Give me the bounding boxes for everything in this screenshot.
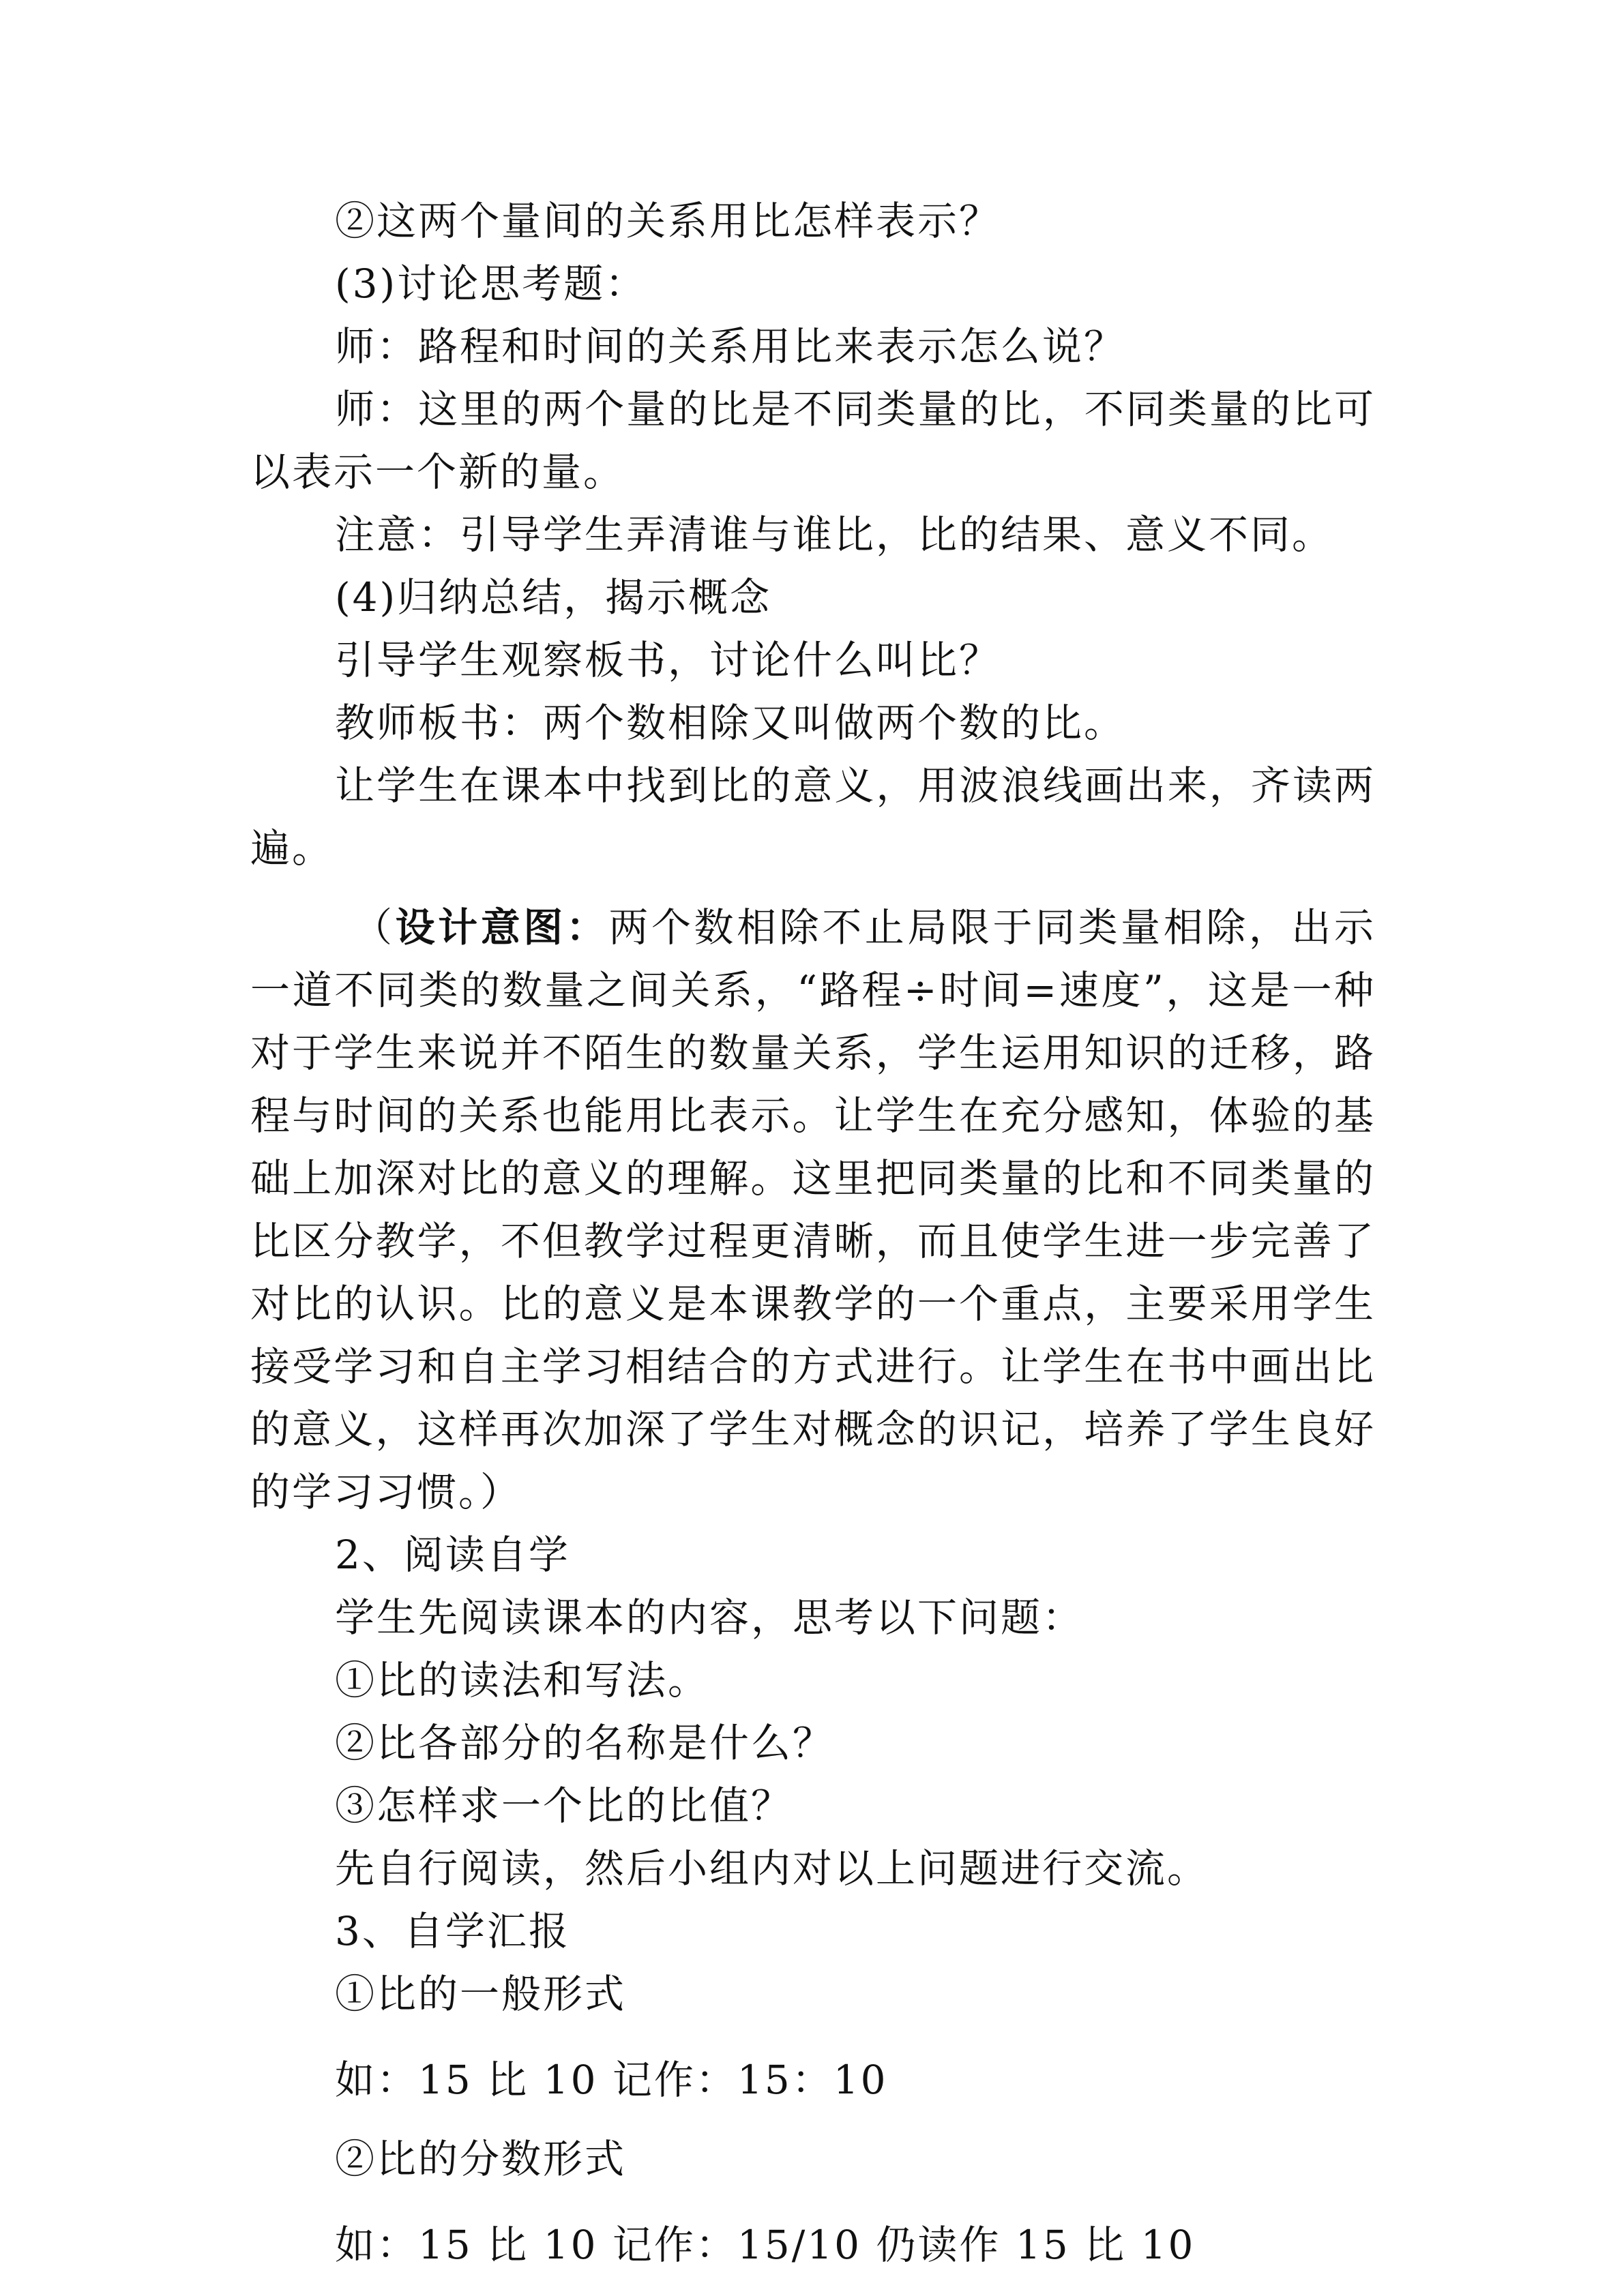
paragraph-reading-heading: 2、阅读自学 (335, 1532, 570, 1578)
paragraph-design-intent (250, 896, 1376, 1523)
paragraph-reading-instruction: 学生先阅读课本的内容，思考以下问题： (335, 1594, 1084, 1641)
paragraph-guide-observe: 引导学生观察板书，讨论什么叫比？ (335, 637, 1001, 683)
paragraph-teacher-explanation: 师：这里的两个量的比是不同类量的比，不同类量的比可以表示一个新的量。 (250, 386, 1376, 495)
paragraph-summary-heading: (4)归纳总结，揭示概念 (335, 574, 772, 621)
paragraph-question-part-names: ②比各部分的名称是什么？ (335, 1720, 835, 1766)
paragraph-general-form-example: 如：15 比 10 记作：15：10 (335, 2057, 888, 2103)
design-intent-open-paren: （ (353, 904, 396, 951)
paragraph-general-form-heading: ①比的一般形式 (335, 1971, 627, 2017)
paragraph-note: 注意：引导学生弄清谁与谁比，比的结果、意义不同。 (335, 511, 1334, 558)
paragraph-find-meaning: 让学生在课本中找到比的意义，用波浪线画出来，齐读两遍。 (250, 762, 1376, 871)
paragraph-question-ratio-value: ③怎样求一个比的比值？ (335, 1783, 793, 1829)
paragraph-discussion-heading: (3)讨论思考题： (335, 260, 647, 307)
paragraph-question-2: ②这两个量间的关系用比怎样表示？ (335, 198, 1001, 244)
paragraph-board-writing: 教师板书：两个数相除又叫做两个数的比。 (335, 700, 1126, 746)
paragraph-fraction-form-heading: ②比的分数形式 (335, 2136, 627, 2182)
design-intent-label: 设计意图： (395, 904, 609, 951)
paragraph-fraction-form-example: 如：15 比 10 记作：15/10 仍读作 15 比 10 (335, 2222, 1196, 2268)
paragraph-report-heading: 3、自学汇报 (335, 1908, 570, 1954)
paragraph-teacher-question: 师：路程和时间的关系用比来表示怎么说？ (335, 323, 1126, 370)
document-body (250, 190, 1376, 2276)
paragraph-group-discussion: 先自行阅读，然后小组内对以上问题进行交流。 (335, 1845, 1209, 1892)
paragraph-question-reading-writing: ①比的读法和写法。 (335, 1657, 710, 1703)
design-intent-body: 两个数相除不止局限于同类量相除，出示一道不同类的数量之间关系，“路程÷时间=速度”，这是一种对于学生来说并不陌生的数量关系，学生运用知识的迁移，路程与时间的关系也能用比表示。让学生在充分感知，体验的基础上加深对比的意义的理解。这里把同类量的比和不同类量的比区分教学，不但教学过程更清晰，而且使学生进一步完善了对比的认识。比的意义是本课教学的一个重点，主要采用学生接受学习和自主学习相结合的方式进行。让学生在书中画出比的意义，这样再次加深了学生对概念的识记，培养了学生良好的学习习惯。） (250, 904, 1376, 1515)
